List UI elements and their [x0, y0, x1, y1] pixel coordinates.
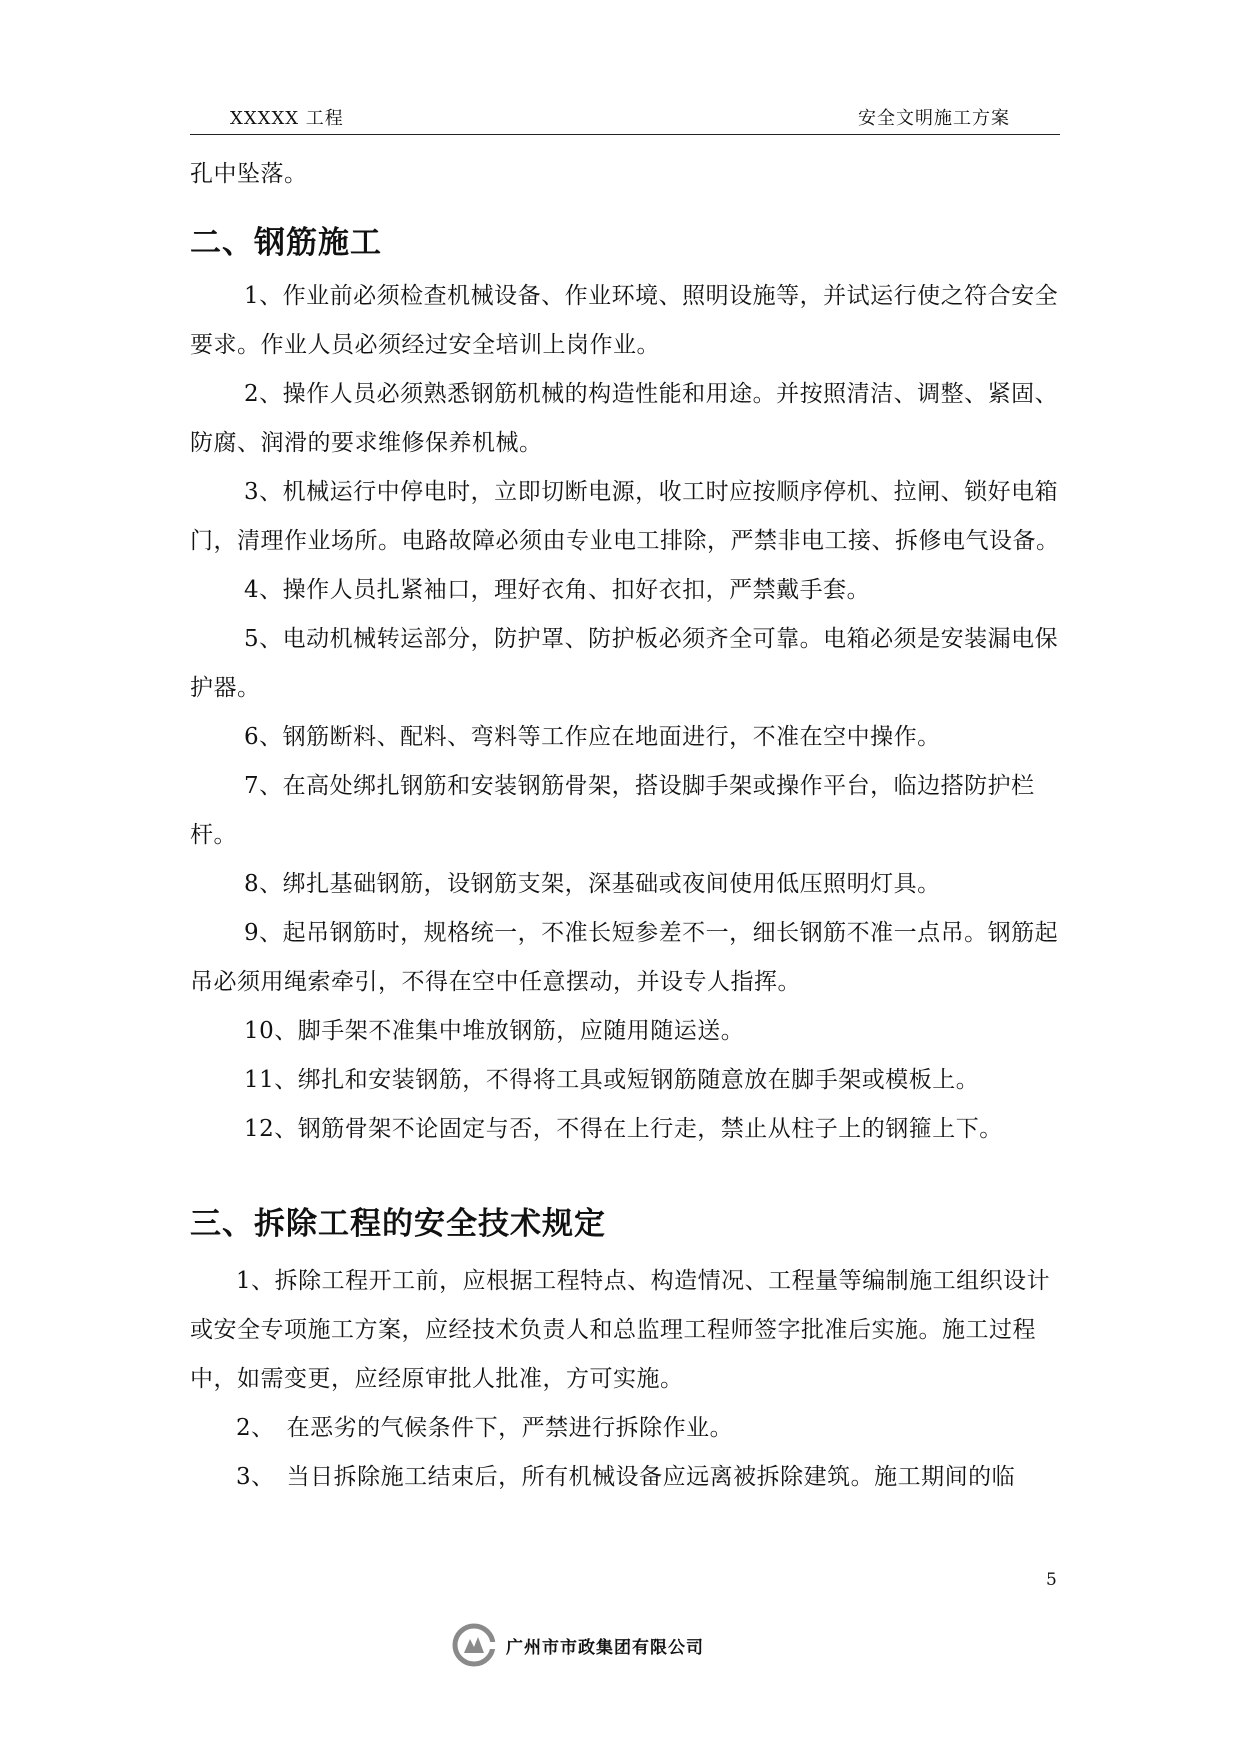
section-3-item-3: 3、 当日拆除施工结束后，所有机械设备应远离被拆除建筑。施工期间的临: [236, 1464, 1016, 1490]
section-2-item-1: 1、作业前必须检查机械设备、作业环境、照明设施等，并试运行使之符合安全要求。作业人员必须经过安全培训上岗作业。: [190, 283, 1059, 358]
section-2-item-12: 12、钢筋骨架不论固定与否，不得在上行走，禁止从柱子上的钢箍上下。: [244, 1116, 1003, 1142]
section-2-item-3: 3、机械运行中停电时，立即切断电源，收工时应按顺序停机、拉闸、锁好电箱门，清理作业场所。电路故障必须由专业电工排除，严禁非电工接、拆修电气设备。: [190, 479, 1060, 554]
section-2-item-2: 2、操作人员必须熟悉钢筋机械的构造性能和用途。并按照清洁、调整、紧固、防腐、润滑的要求维修保养机械。: [190, 381, 1059, 456]
section-2-item-5: 5、电动机械转运部分，防护罩、防护板必须齐全可靠。电箱必须是安装漏电保护器。: [190, 626, 1059, 701]
section-2-item-6: 6、钢筋断料、配料、弯料等工作应在地面进行，不准在空中操作。: [244, 724, 941, 750]
page-footer: [452, 1620, 704, 1670]
company-logo-icon: [452, 1623, 496, 1667]
section-3-item-2: 2、 在恶劣的气候条件下，严禁进行拆除作业。: [236, 1415, 734, 1441]
section-3-item-1: 1、拆除工程开工前，应根据工程特点、构造情况、工程量等编制施工组织设计或安全专项施工方案，应经技术负责人和总监理工程师签字批准后实施。施工过程中，如需变更，应经原审批人批准，方可实施。: [190, 1268, 1051, 1392]
section-2-heading: 二、钢筋施工: [190, 225, 382, 261]
section-2-item-10: 10、脚手架不准集中堆放钢筋，应随用随运送。: [244, 1018, 745, 1044]
company-name: 广州市市政集团有限公司: [506, 1637, 704, 1658]
section-2-item-11: 11、绑扎和安装钢筋，不得将工具或短钢筋随意放在脚手架或模板上。: [244, 1067, 980, 1093]
section-2-item-8: 8、绑扎基础钢筋，设钢筋支架，深基础或夜间使用低压照明灯具。: [244, 871, 941, 897]
header-project-name: XXXXX 工程: [230, 108, 344, 129]
header-document-title: 安全文明施工方案: [858, 108, 1010, 129]
page-number: 5: [1046, 1570, 1057, 1590]
section-3-heading: 三、拆除工程的安全技术规定: [190, 1206, 606, 1242]
document-body: [190, 150, 1060, 1502]
section-2-item-4: 4、操作人员扎紧袖口，理好衣角、扣好衣扣，严禁戴手套。: [244, 577, 871, 603]
section-2-item-9: 9、起吊钢筋时，规格统一，不准长短参差不一，细长钢筋不准一点吊。钢筋起吊必须用绳索牵引，不得在空中任意摆动，并设专人指挥。: [190, 920, 1059, 995]
carryover-text: 孔中坠落。: [190, 161, 308, 187]
section-2-item-7: 7、在高处绑扎钢筋和安装钢筋骨架，搭设脚手架或操作平台，临边搭防护栏杆。: [190, 773, 1035, 848]
page-header: [190, 100, 1060, 135]
